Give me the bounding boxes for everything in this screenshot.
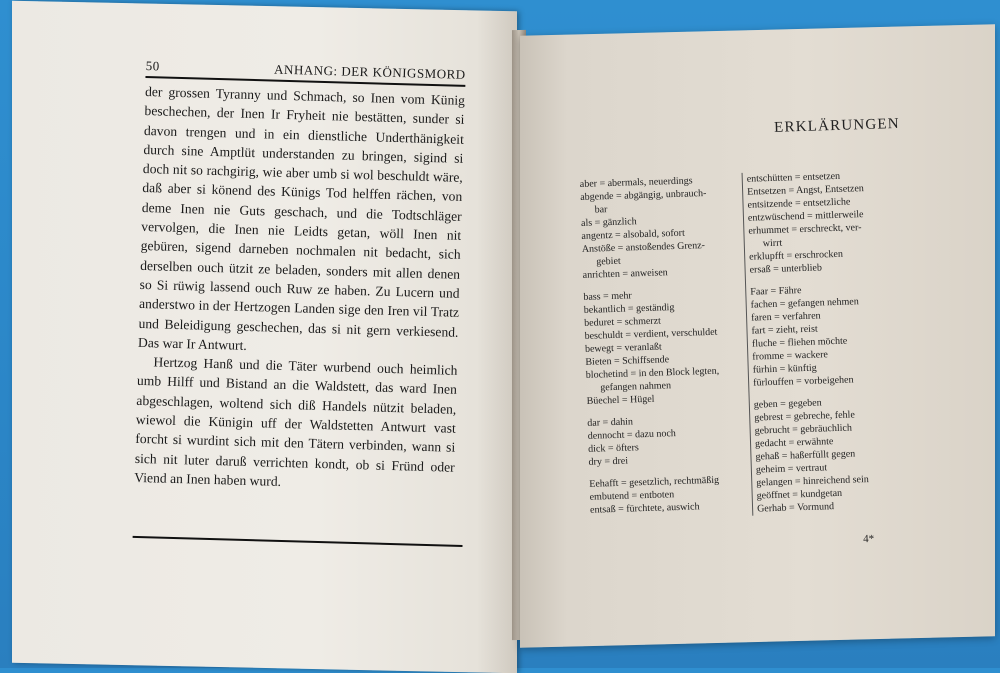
glossary-entry: geöffnet = kundgetan (756, 487, 843, 502)
glossary-title: ERKLÄRUNGEN (773, 115, 901, 136)
glossary-entry: angentz = alsobald, sofort (581, 227, 685, 242)
glossary-entry: gefangen nahmen (600, 380, 672, 394)
glossary-entry: dick = öfters (587, 442, 639, 455)
glossary-entry: Gerhab = Vormund (756, 501, 835, 515)
glossary-entry: geben = gegeben (753, 397, 822, 411)
glossary-entry: gelangen = hinreichend sein (756, 474, 869, 489)
glossary-entry: entsitzende = entsetzliche (747, 196, 851, 211)
page-number: 50 (145, 58, 160, 74)
body-text (134, 82, 465, 496)
glossary-entry: erklupfft = erschrocken (749, 248, 844, 263)
glossary-entry: fromme = wackere (752, 349, 829, 363)
glossary-entry: bar (594, 204, 608, 216)
glossary-entry: gebiet (596, 255, 621, 268)
paragraph-2: Hertzog Hanß und die Täter wurbend ouch heimlich umb Hilff und Bistand an die Waldstett, das ward Inen abgeschlagen, woltend sich diß Handels nützit beladen, wiewol die Künigin uff der Waldstetten Antwurt vast forcht si wurdint sich mit den Tätern verbinden, wann si sich nit luter daruß verrichten kondt, ob si Fründ oder Viend an Inen haben wurd. (134, 354, 458, 489)
glossary-entry: gehaß = haßerfüllt gegen (755, 448, 856, 463)
signature-mark: 4* (862, 532, 875, 546)
glossary-entry: Eehafft = gesetzlich, rechtmäßig (589, 474, 720, 490)
glossary-entry: dar = dahin (587, 416, 634, 429)
glossary-entry: bewegt = veranlaßt (584, 341, 662, 355)
glossary-entry: gedacht = erwähnte (754, 436, 834, 450)
left-page-content (134, 58, 466, 496)
running-head-title: ANHANG: DER KÖNIGSMORD (273, 61, 466, 82)
glossary-entry: dennocht = dazu noch (587, 428, 677, 442)
glossary-entry: wirrt (762, 237, 783, 250)
glossary-entry: fürlouffen = vorbeigehen (752, 374, 854, 389)
glossary-entry: als = gänzlich (580, 216, 637, 229)
glossary-entry: entschütten = entsetzen (746, 170, 841, 185)
glossary-entry: Entsetzen = Angst, Entsetzen (746, 183, 865, 198)
glossary-entry: Anstöße = anstoßendes Grenz- (581, 240, 706, 255)
glossary-column-right (742, 168, 916, 516)
paragraph-1: der grossen Tyranny und Schmach, so Inen vom Künig beschechen, der Inen Ir Fryheit nie bestätten, sunder si davon trengen und in ein dienstliche Underthänigkeit durch sine Amptlüt understanden zu bringen, sigind si doch nit so rachgirig, wie aber umb si wol beschuldt wäre, daß aber si könend des Künigs Tod helffen rächen, von deme Inen nie Guts geschach, und die Todtschläger vervolgen, die Inen nie Leidts getan, wöll Inen nit gebüren, sigend darneben nochmalen nit bedacht, sich derselben ouch ützit ze beladen, sonders mit allen denen so Si rüwig lassend ouch Ruw ze haben. Zu Lucern und anderstwo in der Hertzogen Landen sige den Iren vil Tratz und Beleidigung geschechen, das si nit gern verkiesend. Das war Ir Antwurt. (137, 83, 466, 353)
glossary-entry: geheim = vertraut (755, 462, 828, 476)
glossary-entry: bass = mehr (583, 290, 632, 303)
glossary-column-left (580, 173, 749, 517)
glossary-entry: Büechel = Hügel (586, 393, 655, 407)
glossary-entry: beduret = schmerzt (584, 315, 662, 329)
glossary-entry: aber = abermals, neuerdings (579, 175, 693, 190)
glossary-entry: Bieten = Schiffsende (585, 354, 670, 368)
glossary-entry: gebrest = gebreche, fehle (754, 409, 855, 424)
glossary-entry: entsaß = fürchtete, auswich (589, 501, 700, 516)
glossary-entry: entzwüschend = mittlerweile (747, 209, 864, 224)
glossary-entry: gebrucht = gebräuchlich (754, 422, 853, 437)
glossary-entry: embutend = entboten (589, 489, 675, 503)
glossary-entry: fürhin = künftig (752, 362, 817, 376)
glossary-entry: abgende = abgängig, unbrauch- (580, 188, 707, 203)
glossary-entry: fart = zieht, reist (751, 323, 818, 337)
glossary-entry: erhummet = erschreckt, ver- (748, 222, 862, 237)
glossary-entry: ersaß = unterblieb (749, 262, 823, 276)
glossary-entry: blochetind = in den Block legten, (585, 365, 720, 381)
glossary-entry: fachen = gefangen nehmen (750, 296, 859, 311)
glossary-entry: bekantlich = geständig (583, 302, 675, 316)
glossary-entry: anrichten = anweisen (582, 267, 668, 281)
glossary-entry: beschuldt = verdient, verschuldet (584, 326, 718, 342)
glossary-entry: dry = drei (588, 455, 629, 468)
glossary-entry: faren = verfahren (750, 310, 821, 324)
glossary-entry: Faar = Fähre (750, 285, 802, 298)
glossary-entry: fluche = fliehen möchte (751, 335, 848, 350)
